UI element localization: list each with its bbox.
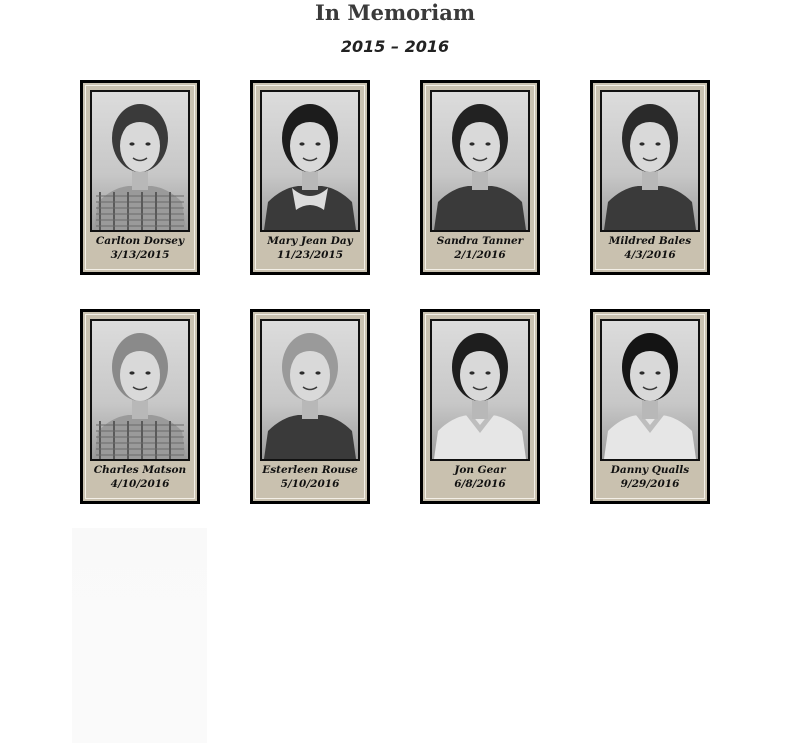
- memorial-name: Charles Matson: [93, 464, 187, 476]
- photo-frame: [90, 319, 190, 461]
- memorial-caption: [253, 234, 367, 262]
- photo-frame: [260, 319, 360, 461]
- portrait-icon: [262, 321, 358, 459]
- card-mat: [83, 83, 197, 272]
- portrait-photo: [432, 92, 528, 230]
- portrait-icon: [602, 321, 698, 459]
- memorial-name: Carlton Dorsey: [95, 235, 185, 247]
- memorial-card: [250, 309, 370, 504]
- photo-frame: [90, 90, 190, 232]
- memorial-caption: [253, 463, 367, 491]
- memorial-name: Jon Gear: [454, 464, 506, 476]
- memorial-date: 11/23/2015: [276, 249, 344, 261]
- portrait-photo: [602, 321, 698, 459]
- memorial-caption: [423, 234, 537, 262]
- card-mat: [593, 312, 707, 501]
- page-title: In Memoriam: [314, 0, 476, 25]
- memorial-date: 4/3/2016: [624, 249, 676, 261]
- portrait-photo: [432, 321, 528, 459]
- memorial-date: 2/1/2016: [454, 249, 506, 261]
- memorial-caption: [83, 463, 197, 491]
- portrait-icon: [92, 321, 188, 459]
- photo-frame: [260, 90, 360, 232]
- memorial-card: [80, 80, 200, 275]
- portrait-icon: [92, 92, 188, 230]
- photo-frame: [600, 90, 700, 232]
- memorial-card: [250, 80, 370, 275]
- faded-placeholder-image: [72, 528, 207, 743]
- memorial-card: [420, 80, 540, 275]
- photo-frame: [430, 90, 530, 232]
- card-mat: [253, 83, 367, 272]
- portrait-icon: [262, 92, 358, 230]
- card-mat: [423, 83, 537, 272]
- memorial-card: [590, 309, 710, 504]
- memorial-card: [420, 309, 540, 504]
- portrait-photo: [92, 321, 188, 459]
- portrait-photo: [92, 92, 188, 230]
- portrait-icon: [432, 92, 528, 230]
- card-mat: [83, 312, 197, 501]
- memorial-date: 4/10/2016: [110, 478, 170, 490]
- memorial-name: Mary Jean Day: [267, 235, 353, 247]
- memorial-caption: [593, 234, 707, 262]
- memorial-name: Danny Qualls: [610, 464, 690, 476]
- memorial-name: Sandra Tanner: [436, 235, 524, 247]
- card-mat: [423, 312, 537, 501]
- memorial-date: 5/10/2016: [280, 478, 340, 490]
- portrait-icon: [432, 321, 528, 459]
- portrait-icon: [602, 92, 698, 230]
- card-mat: [593, 83, 707, 272]
- memorial-caption: [593, 463, 707, 491]
- memorial-date: 9/29/2016: [620, 478, 680, 490]
- memorial-date: 3/13/2015: [110, 249, 170, 261]
- memorial-card: [80, 309, 200, 504]
- card-mat: [253, 312, 367, 501]
- portrait-photo: [262, 92, 358, 230]
- portrait-photo: [262, 321, 358, 459]
- memorial-caption: [423, 463, 537, 491]
- page-subtitle: 2015 – 2016: [340, 37, 450, 56]
- memorial-caption: [83, 234, 197, 262]
- memorial-name: Esterleen Rouse: [262, 464, 358, 476]
- photo-frame: [600, 319, 700, 461]
- photo-frame: [430, 319, 530, 461]
- portrait-photo: [602, 92, 698, 230]
- memorial-date: 6/8/2016: [454, 478, 506, 490]
- memorial-card: [590, 80, 710, 275]
- memorial-name: Mildred Bales: [608, 235, 692, 247]
